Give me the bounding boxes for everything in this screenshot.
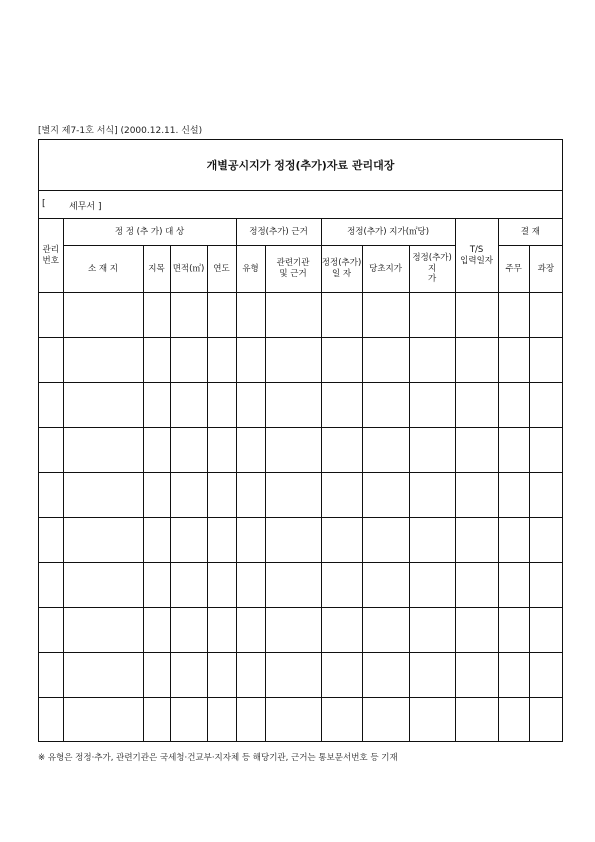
table-cell bbox=[455, 293, 498, 338]
table-cell bbox=[498, 608, 529, 653]
table-cell bbox=[498, 383, 529, 428]
table-cell bbox=[321, 383, 362, 428]
table-cell bbox=[63, 698, 143, 743]
table-cell bbox=[362, 428, 409, 473]
table-cell bbox=[170, 653, 207, 698]
table-cell bbox=[455, 428, 498, 473]
table-cell bbox=[498, 518, 529, 563]
table-cell bbox=[39, 293, 63, 338]
table-cell bbox=[455, 563, 498, 608]
table-cell bbox=[170, 338, 207, 383]
table-cell bbox=[529, 563, 562, 608]
table-cell bbox=[207, 293, 236, 338]
table-cell bbox=[455, 338, 498, 383]
table-cell bbox=[455, 383, 498, 428]
table-row bbox=[39, 653, 562, 698]
table-cell bbox=[529, 473, 562, 518]
header-area: 면적(㎡) bbox=[170, 246, 207, 293]
form-title: 개별공시지가 정정(추가)자료 관리대장 bbox=[39, 140, 562, 191]
table-cell bbox=[498, 293, 529, 338]
table-cell bbox=[39, 428, 63, 473]
table-cell bbox=[409, 338, 455, 383]
table-cell bbox=[529, 383, 562, 428]
table-cell bbox=[362, 698, 409, 743]
tax-office-row bbox=[39, 191, 562, 219]
table-cell bbox=[143, 563, 170, 608]
table-cell bbox=[39, 608, 63, 653]
table-cell bbox=[170, 518, 207, 563]
table-cell bbox=[265, 563, 321, 608]
table-cell bbox=[236, 563, 265, 608]
table-cell bbox=[529, 698, 562, 743]
table-cell bbox=[39, 563, 63, 608]
table-row bbox=[39, 428, 562, 473]
header-corrected-price: 정정(추가)지 가 bbox=[409, 246, 455, 293]
table-cell bbox=[236, 653, 265, 698]
table-cell bbox=[529, 653, 562, 698]
table-cell bbox=[143, 293, 170, 338]
table-row bbox=[39, 563, 562, 608]
table-cell bbox=[207, 428, 236, 473]
table-cell bbox=[236, 293, 265, 338]
table-cell bbox=[409, 608, 455, 653]
table-cell bbox=[321, 473, 362, 518]
table-cell bbox=[362, 518, 409, 563]
table-cell bbox=[455, 473, 498, 518]
header-land-category: 지목 bbox=[143, 246, 170, 293]
table-cell bbox=[265, 338, 321, 383]
table-cell bbox=[63, 338, 143, 383]
table-cell bbox=[265, 608, 321, 653]
table-cell bbox=[63, 473, 143, 518]
table-cell bbox=[207, 383, 236, 428]
header-approval-group: 결 재 bbox=[498, 219, 562, 246]
table-cell bbox=[236, 338, 265, 383]
header-location: 소 재 지 bbox=[63, 246, 143, 293]
table-cell bbox=[265, 653, 321, 698]
table-cell bbox=[498, 428, 529, 473]
table-cell bbox=[207, 518, 236, 563]
table-cell bbox=[207, 338, 236, 383]
form-caption: [별지 제7-1호 서식] (2000.12.11. 신설) bbox=[38, 126, 203, 136]
table-cell bbox=[409, 653, 455, 698]
footnote: ※ 유형은 정정·추가, 관련기관은 국세청·건교부·지자체 등 해당기관, 근거는 통보문서번호 등 기재 bbox=[38, 753, 398, 763]
table-row bbox=[39, 338, 562, 383]
table-cell bbox=[321, 608, 362, 653]
table-cell bbox=[170, 293, 207, 338]
table-cell bbox=[265, 293, 321, 338]
table-cell bbox=[362, 383, 409, 428]
table-cell bbox=[143, 653, 170, 698]
table-cell bbox=[529, 428, 562, 473]
table-cell bbox=[39, 653, 63, 698]
table-cell bbox=[409, 293, 455, 338]
header-original-price: 당초지가 bbox=[362, 246, 409, 293]
table-cell bbox=[265, 698, 321, 743]
table-row bbox=[39, 383, 562, 428]
table-cell bbox=[321, 338, 362, 383]
header-agency-basis: 관련기관 및 근거 bbox=[265, 246, 321, 293]
table-cell bbox=[207, 653, 236, 698]
table-cell bbox=[170, 383, 207, 428]
table-cell bbox=[362, 608, 409, 653]
table-cell bbox=[362, 338, 409, 383]
table-cell bbox=[321, 563, 362, 608]
table-cell bbox=[498, 653, 529, 698]
table-cell bbox=[498, 563, 529, 608]
table-cell bbox=[63, 383, 143, 428]
table-cell bbox=[170, 473, 207, 518]
header-year: 연도 bbox=[207, 246, 236, 293]
table-cell bbox=[498, 473, 529, 518]
ledger-body bbox=[39, 293, 562, 743]
table-cell bbox=[170, 698, 207, 743]
table-cell bbox=[143, 338, 170, 383]
table-cell bbox=[143, 473, 170, 518]
table-cell bbox=[455, 518, 498, 563]
header-price-group: 정정(추가) 지가(㎡당) bbox=[321, 219, 455, 246]
table-cell bbox=[143, 608, 170, 653]
table-cell bbox=[170, 428, 207, 473]
table-cell bbox=[498, 698, 529, 743]
table-cell bbox=[207, 473, 236, 518]
table-cell bbox=[207, 608, 236, 653]
header-mgmt-no: 관리 번호 bbox=[39, 219, 63, 293]
table-cell bbox=[265, 383, 321, 428]
table-cell bbox=[39, 338, 63, 383]
table-row bbox=[39, 698, 562, 743]
table-cell bbox=[362, 473, 409, 518]
table-cell bbox=[63, 293, 143, 338]
table-cell bbox=[321, 698, 362, 743]
table-cell bbox=[321, 653, 362, 698]
tax-office-label: 세무서 ] bbox=[69, 202, 102, 212]
table-cell bbox=[362, 293, 409, 338]
table-cell bbox=[143, 698, 170, 743]
table-cell bbox=[39, 383, 63, 428]
table-cell bbox=[170, 608, 207, 653]
table-row bbox=[39, 608, 562, 653]
table-cell bbox=[265, 473, 321, 518]
form-frame bbox=[38, 139, 563, 742]
table-cell bbox=[529, 338, 562, 383]
table-row bbox=[39, 293, 562, 338]
table-cell bbox=[529, 608, 562, 653]
table-cell bbox=[63, 563, 143, 608]
table-row bbox=[39, 473, 562, 518]
table-cell bbox=[409, 563, 455, 608]
table-cell bbox=[236, 608, 265, 653]
header-target-group: 정 정 (추 가) 대 상 bbox=[63, 219, 236, 246]
table-cell bbox=[207, 563, 236, 608]
table-cell bbox=[39, 473, 63, 518]
table-cell bbox=[455, 698, 498, 743]
table-cell bbox=[321, 428, 362, 473]
header-basis-group: 정정(추가) 근거 bbox=[236, 219, 321, 246]
table-cell bbox=[265, 428, 321, 473]
table-cell bbox=[362, 653, 409, 698]
table-cell bbox=[529, 518, 562, 563]
header-tis-entry: T/S 입력일자 bbox=[455, 219, 498, 293]
table-cell bbox=[143, 518, 170, 563]
table-cell bbox=[236, 518, 265, 563]
table-cell bbox=[455, 608, 498, 653]
table-cell bbox=[63, 653, 143, 698]
table-cell bbox=[143, 383, 170, 428]
table-cell bbox=[362, 563, 409, 608]
table-cell bbox=[63, 608, 143, 653]
table-cell bbox=[63, 428, 143, 473]
table-cell bbox=[236, 383, 265, 428]
table-cell bbox=[409, 698, 455, 743]
table-cell bbox=[236, 428, 265, 473]
header-correction-date: 정정(추가) 일 자 bbox=[321, 246, 362, 293]
table-cell bbox=[455, 653, 498, 698]
table-cell bbox=[39, 518, 63, 563]
table-cell bbox=[39, 698, 63, 743]
table-cell bbox=[409, 473, 455, 518]
table-cell bbox=[207, 698, 236, 743]
table-cell bbox=[170, 563, 207, 608]
header-type: 유형 bbox=[236, 246, 265, 293]
table-cell bbox=[63, 518, 143, 563]
table-row bbox=[39, 518, 562, 563]
table-cell bbox=[409, 428, 455, 473]
table-cell bbox=[321, 293, 362, 338]
table-cell bbox=[409, 518, 455, 563]
table-cell bbox=[529, 293, 562, 338]
table-cell bbox=[236, 473, 265, 518]
ledger-table bbox=[39, 219, 562, 742]
office-open-bracket: [ bbox=[42, 199, 46, 209]
header-officer: 주무 bbox=[498, 246, 529, 293]
table-cell bbox=[265, 518, 321, 563]
table-cell bbox=[409, 383, 455, 428]
table-cell bbox=[498, 338, 529, 383]
table-cell bbox=[143, 428, 170, 473]
header-section-chief: 과장 bbox=[529, 246, 562, 293]
table-cell bbox=[236, 698, 265, 743]
table-cell bbox=[321, 518, 362, 563]
